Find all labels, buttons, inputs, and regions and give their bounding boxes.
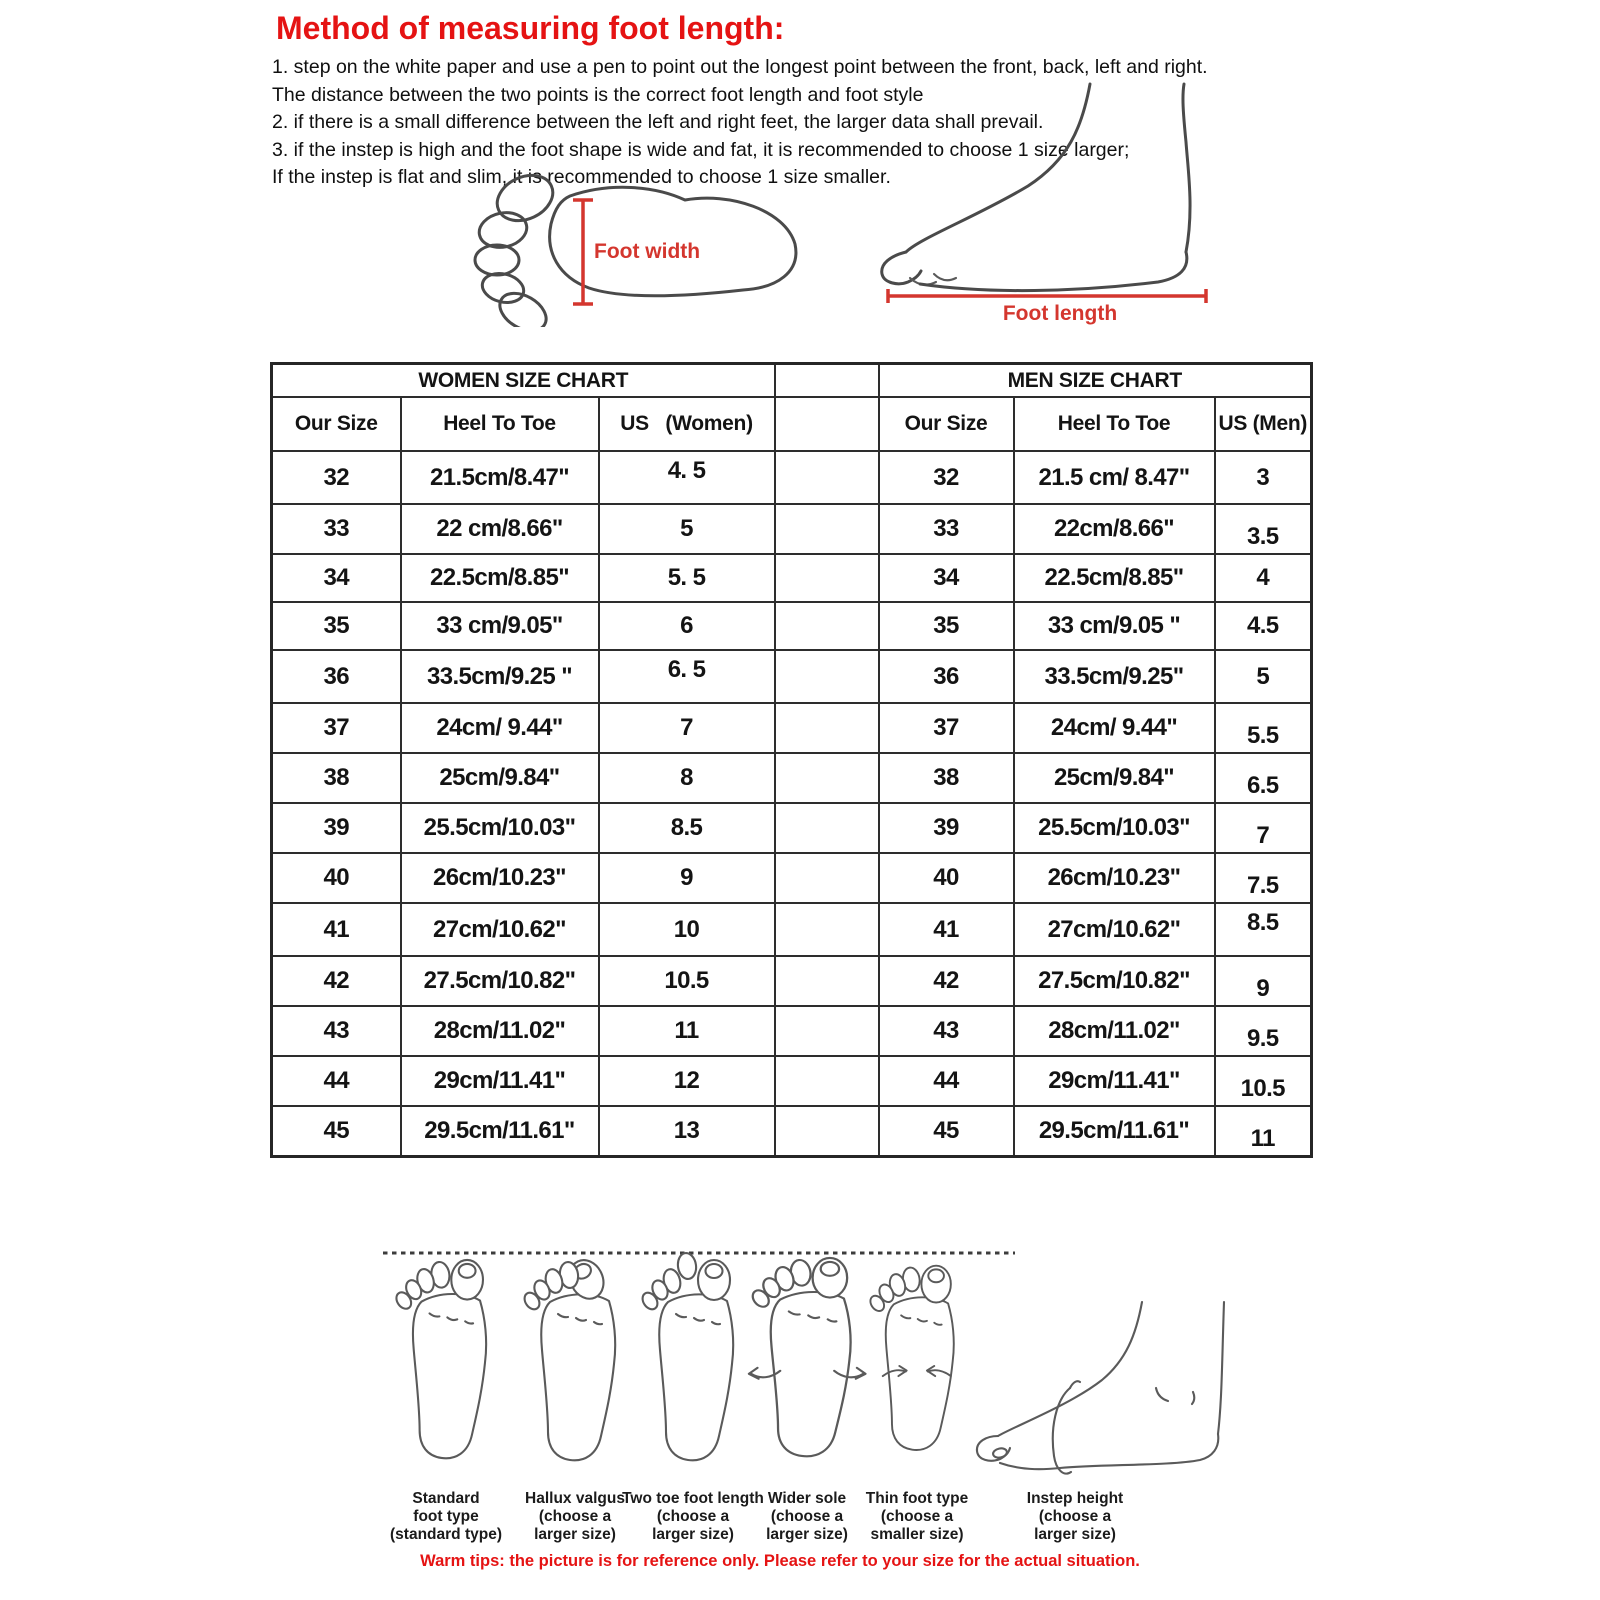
foot-type-label-standard: Standard foot type (standard type): [390, 1490, 502, 1543]
size-cell: 33: [272, 504, 401, 554]
size-cell: 7: [599, 703, 775, 753]
women-our-size-header: Our Size: [272, 397, 401, 451]
wider-sole-foot-drawing: [749, 1258, 866, 1456]
size-cell: 42: [272, 956, 401, 1006]
toe: [934, 274, 956, 280]
size-cell: 28cm/11.02": [401, 1006, 599, 1056]
size-cell: 21.5cm/8.47": [401, 451, 599, 504]
size-cell: 9: [1215, 956, 1312, 1006]
men-us-header: US (Men): [1215, 397, 1312, 451]
size-cell: 38: [272, 753, 401, 803]
size-cell: 34: [879, 554, 1014, 602]
size-cell: 4. 5: [599, 451, 775, 504]
size-cell: 27cm/10.62": [1014, 903, 1215, 956]
size-cell: 4.5: [1215, 602, 1312, 650]
size-cell: 25cm/9.84": [1014, 753, 1215, 803]
size-cell: 40: [272, 853, 401, 903]
size-cell: 11: [1215, 1106, 1312, 1157]
size-chart-table: [270, 362, 1313, 1158]
table-row: [272, 451, 1312, 504]
size-cell: 6. 5: [599, 650, 775, 703]
men-our-size-header: Our Size: [879, 397, 1014, 451]
size-cell: 6: [599, 602, 775, 650]
size-cell: 26cm/10.23": [1014, 853, 1215, 903]
size-cell: 41: [272, 903, 401, 956]
men-heel-to-toe-header: Heel To Toe: [1014, 397, 1215, 451]
size-cell: 32: [879, 451, 1014, 504]
table-row: [272, 554, 1312, 602]
side-foot-outline: [906, 84, 1090, 252]
size-cell: 21.5 cm/ 8.47": [1014, 451, 1215, 504]
instruction-line: 1. step on the white paper and use a pen to point out the longest point between the front, back, left and right.: [272, 56, 1208, 78]
warm-tips: Warm tips: the picture is for reference only. Please refer to your size for the actual situation.: [420, 1552, 1140, 1570]
size-cell: 10: [599, 903, 775, 956]
table-row: [272, 1006, 1312, 1056]
arrow-left-icon: [749, 1368, 759, 1379]
size-cell: 13: [599, 1106, 775, 1157]
size-cell: 44: [879, 1056, 1014, 1106]
size-cell: 43: [879, 1006, 1014, 1056]
size-cell: 5.5: [1215, 703, 1312, 753]
chart-title-row: [272, 364, 1312, 398]
standard-foot-drawing: [393, 1260, 486, 1458]
toe: [475, 245, 519, 275]
instruction-line: 2. if there is a small difference between the left and right feet, the larger data shall prevail.: [272, 111, 1044, 134]
size-cell: 4: [1215, 554, 1312, 602]
size-cell: 7: [1215, 803, 1312, 853]
table-row: [272, 504, 1312, 554]
size-cell: 25.5cm/10.03": [1014, 803, 1215, 853]
size-cell: 24cm/ 9.44": [1014, 703, 1215, 753]
table-row: [272, 602, 1312, 650]
foot-type-label-thin-foot: Thin foot type (choose a smaller size): [865, 1490, 969, 1543]
size-cell: 5: [599, 504, 775, 554]
foot-width-label: Foot width: [594, 240, 701, 263]
size-cell: 40: [879, 853, 1014, 903]
size-cell: 3.5: [1215, 504, 1312, 554]
table-row: [272, 853, 1312, 903]
size-cell: 22.5cm/8.85": [1014, 554, 1215, 602]
size-cell: 29.5cm/11.61": [401, 1106, 599, 1157]
foot-types-diagram: [370, 1222, 1280, 1484]
table-row: [272, 753, 1312, 803]
hallux-valgus-foot-drawing: [522, 1254, 616, 1460]
gap-cell: [775, 364, 879, 398]
table-row: [272, 703, 1312, 753]
instruction-line: If the instep is flat and slim, it is recommended to choose 1 size smaller.: [272, 166, 891, 189]
size-cell: 28cm/11.02": [1014, 1006, 1215, 1056]
size-cell: 37: [272, 703, 401, 753]
size-table-body: [272, 451, 1312, 1157]
instruction-line: The distance between the two points is the correct foot length and foot style: [272, 83, 924, 106]
size-cell: 45: [879, 1106, 1014, 1157]
women-heel-to-toe-header: Heel To Toe: [401, 397, 599, 451]
gap-cell: [775, 1056, 879, 1106]
size-cell: 25cm/9.84": [401, 753, 599, 803]
two-toe-foot-drawing: [640, 1252, 734, 1460]
thin-foot-drawing: [868, 1266, 954, 1450]
size-cell: 32: [272, 451, 401, 504]
gap-cell: [775, 703, 879, 753]
table-row: [272, 956, 1312, 1006]
women-chart-title: WOMEN SIZE CHART: [272, 364, 775, 398]
gap-cell: [775, 803, 879, 853]
gap-cell: [775, 753, 879, 803]
gap-cell: [775, 956, 879, 1006]
foot-type-label-two-toe: Two toe foot length (choose a larger size): [622, 1490, 764, 1543]
size-cell: 12: [599, 1056, 775, 1106]
gap-cell: [775, 504, 879, 554]
size-cell: 27cm/10.62": [401, 903, 599, 956]
size-cell: 41: [879, 903, 1014, 956]
foot-type-label-instep-height: Instep height (choose a larger size): [1026, 1490, 1124, 1543]
size-cell: 33.5cm/9.25 ": [401, 650, 599, 703]
foot-length-diagram: [868, 80, 1213, 315]
heel-back-line: [1183, 84, 1190, 252]
size-cell: 44: [272, 1056, 401, 1106]
size-cell: 27.5cm/10.82": [1014, 956, 1215, 1006]
gap-cell: [775, 602, 879, 650]
instruction-line: 3. if the instep is high and the foot shape is wide and fat, it is recommended to choose 1 size larger;: [272, 138, 1130, 161]
size-cell: 36: [272, 650, 401, 703]
table-row: [272, 803, 1312, 853]
foot-length-label: Foot length: [1002, 302, 1118, 325]
size-cell: 29cm/11.41": [401, 1056, 599, 1106]
gap-cell: [775, 853, 879, 903]
gap-cell: [775, 1106, 879, 1157]
column-header-row: [272, 397, 1312, 451]
men-chart-title: MEN SIZE CHART: [879, 364, 1312, 398]
big-toe: [882, 252, 921, 284]
table-row: [272, 1056, 1312, 1106]
size-cell: 42: [879, 956, 1014, 1006]
size-cell: 11: [599, 1006, 775, 1056]
sole-line: [920, 252, 1187, 291]
size-cell: 8: [599, 753, 775, 803]
size-cell: 33 cm/9.05 ": [1014, 602, 1215, 650]
size-cell: 34: [272, 554, 401, 602]
table-row: [272, 903, 1312, 956]
toe: [479, 269, 527, 306]
size-cell: 5. 5: [599, 554, 775, 602]
size-cell: 22cm/8.66": [1014, 504, 1215, 554]
size-cell: 9.5: [1215, 1006, 1312, 1056]
table-row: [272, 1106, 1312, 1157]
size-cell: 8.5: [1215, 903, 1312, 956]
size-cell: 7.5: [1215, 853, 1312, 903]
size-cell: 39: [272, 803, 401, 853]
size-cell: 33: [879, 504, 1014, 554]
size-cell: 38: [879, 753, 1014, 803]
size-cell: 8.5: [599, 803, 775, 853]
size-cell: 35: [879, 602, 1014, 650]
size-cell: 39: [879, 803, 1014, 853]
size-cell: 29cm/11.41": [1014, 1056, 1215, 1106]
size-cell: 22.5cm/8.85": [401, 554, 599, 602]
size-cell: 33 cm/9.05": [401, 602, 599, 650]
size-cell: 26cm/10.23": [401, 853, 599, 903]
size-cell: 5: [1215, 650, 1312, 703]
gap-cell: [775, 554, 879, 602]
size-cell: 10.5: [1215, 1056, 1312, 1106]
size-cell: 29.5cm/11.61": [1014, 1106, 1215, 1157]
page-title: Method of measuring foot length:: [276, 10, 785, 46]
gap-cell: [775, 451, 879, 504]
size-cell: 35: [272, 602, 401, 650]
size-cell: 45: [272, 1106, 401, 1157]
size-cell: 27.5cm/10.82": [401, 956, 599, 1006]
table-row: [272, 650, 1312, 703]
size-cell: 25.5cm/10.03": [401, 803, 599, 853]
size-cell: 36: [879, 650, 1014, 703]
gap-cell: [775, 650, 879, 703]
foot-type-label-wider-sole: Wider sole (choose a larger size): [766, 1490, 848, 1543]
gap-cell: [775, 397, 879, 451]
size-cell: 9: [599, 853, 775, 903]
arrow-right-icon: [856, 1368, 866, 1379]
gap-cell: [775, 903, 879, 956]
size-cell: 43: [272, 1006, 401, 1056]
instep-height-foot-drawing: [977, 1302, 1224, 1474]
women-us-header: US (Women): [599, 397, 775, 451]
size-cell: 10.5: [599, 956, 775, 1006]
gap-cell: [775, 1006, 879, 1056]
size-cell: 22 cm/8.66": [401, 504, 599, 554]
foot-type-label-hallux-valgus: Hallux valgus (choose a larger size): [525, 1490, 625, 1543]
size-cell: 37: [879, 703, 1014, 753]
size-cell: 6.5: [1215, 753, 1312, 803]
size-cell: 33.5cm/9.25": [1014, 650, 1215, 703]
size-cell: 24cm/ 9.44": [401, 703, 599, 753]
size-cell: 3: [1215, 451, 1312, 504]
